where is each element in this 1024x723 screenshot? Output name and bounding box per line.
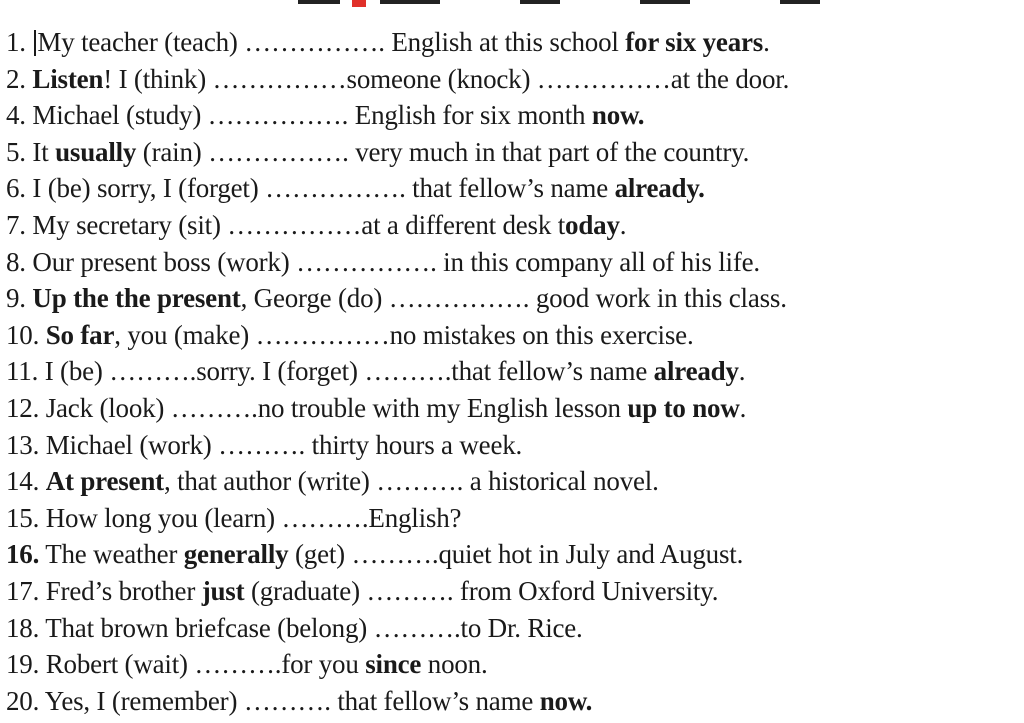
sentence-text: It: [32, 136, 56, 167]
sentence-text: (graduate) ………. from Oxford University.: [244, 576, 719, 606]
bold-keyword: now.: [539, 685, 593, 716]
bold-keyword: just: [201, 576, 245, 606]
sentence-text: How long you (learn) ……….English?: [45, 502, 462, 533]
item-number: 10.: [6, 319, 40, 350]
bold-keyword: Up the the present: [32, 283, 241, 314]
sentence-text: Yes, I (remember) ………. that fellow’s name: [44, 685, 540, 716]
bold-keyword: At present: [45, 466, 164, 497]
bold-keyword: Listen: [32, 63, 104, 94]
bold-keyword: So far: [45, 319, 115, 350]
sentence-text: The weather: [45, 539, 184, 570]
exercise-line: [6, 536, 743, 572]
item-number: 1.: [6, 27, 26, 57]
exercise-line: [6, 390, 746, 426]
sentence-text: ! I (think) ……………someone (knock) ……………at the door.: [103, 63, 790, 94]
sentence-text: I (be) ……….sorry. I (forget) ……….that fellow’s name: [44, 356, 654, 387]
item-number: 8.: [6, 246, 26, 277]
bold-keyword: usually: [55, 136, 137, 167]
sentence-text: Fred’s brother: [45, 576, 202, 606]
exercise-line: [6, 500, 461, 536]
item-number: 4.: [6, 100, 26, 131]
sentence-text: noon.: [421, 649, 488, 680]
item-number: 12.: [6, 393, 40, 423]
bold-keyword: generally: [183, 539, 289, 570]
sentence-text: Robert (wait) ……….for you: [45, 649, 366, 680]
item-number: 11.: [6, 356, 39, 387]
item-number: 14.: [6, 466, 40, 497]
exercise-line: [6, 683, 592, 719]
item-number: 5.: [6, 136, 26, 167]
red-marker: [352, 0, 366, 7]
cropped-text-fragment: [0, 0, 1024, 10]
sentence-text: Michael (study) ……………. English for six month: [32, 100, 592, 131]
item-number: 18.: [6, 612, 40, 643]
sentence-text: I (be) sorry, I (forget) ……………. that fellow’s name: [32, 173, 615, 204]
cropped-stroke: [380, 0, 440, 4]
bold-keyword: now.: [591, 100, 645, 131]
cropped-stroke: [298, 0, 340, 4]
exercise-line: [6, 61, 789, 97]
item-number: 16.: [6, 539, 40, 570]
item-number: 19.: [6, 649, 40, 680]
sentence-text: (rain) ……………. very much in that part of the country.: [136, 136, 750, 167]
bold-keyword: since: [365, 649, 422, 680]
item-number: 13.: [6, 429, 40, 460]
exercise-line: [6, 280, 787, 316]
exercise-line: [6, 317, 694, 353]
exercise-line: [6, 610, 583, 646]
sentence-text: .: [739, 393, 747, 423]
exercise-line: [6, 463, 659, 499]
exercise-line: [6, 244, 760, 280]
sentence-text: .: [738, 356, 746, 387]
exercise-line: [6, 207, 626, 243]
bold-keyword: up to now: [627, 393, 740, 423]
bold-keyword: oday: [565, 210, 620, 240]
item-number: 2.: [6, 63, 26, 94]
exercise-line: [6, 573, 718, 609]
sentence-text: .: [619, 210, 627, 240]
sentence-text: That brown briefcase (belong) ……….to Dr. Rice.: [45, 612, 583, 643]
sentence-text: , you (make) ……………no mistakes on this exercise.: [114, 319, 694, 350]
sentence-text: Jack (look) ……….no trouble with my English lesson: [45, 393, 628, 423]
item-number: 17.: [6, 576, 40, 606]
exercise-line: [6, 134, 749, 170]
bold-keyword: already: [653, 356, 739, 387]
sentence-text: Our present boss (work) ……………. in this company all of his life.: [32, 246, 760, 277]
cropped-stroke: [780, 0, 820, 4]
sentence-text: , that author (write) ………. a historical novel.: [163, 466, 659, 497]
sentence-text: My teacher (teach) ……………. English at this school: [37, 27, 626, 57]
cropped-stroke: [640, 0, 690, 4]
cropped-stroke: [520, 0, 560, 4]
item-number: 9.: [6, 283, 26, 314]
item-number: 20.: [6, 685, 40, 716]
sentence-text: My secretary (sit) ……………at a different desk t: [32, 210, 566, 240]
sentence-text: Michael (work) ………. thirty hours a week.: [45, 429, 523, 460]
exercise-line: [6, 353, 745, 389]
bold-keyword: for six years: [625, 27, 764, 57]
exercise-line: [6, 170, 705, 206]
exercise-line: [6, 97, 644, 133]
item-number: 6.: [6, 173, 26, 204]
sentence-text: , George (do) ……………. good work in this class.: [240, 283, 787, 314]
sentence-text: .: [763, 27, 770, 57]
exercise-line: [6, 646, 488, 682]
bold-keyword: already.: [614, 173, 705, 204]
sentence-text: (get) ……….quiet hot in July and August.: [288, 539, 744, 570]
item-number: 7.: [6, 210, 26, 240]
exercise-line: [6, 24, 770, 60]
item-number: 15.: [6, 502, 40, 533]
exercise-line: [6, 427, 522, 463]
